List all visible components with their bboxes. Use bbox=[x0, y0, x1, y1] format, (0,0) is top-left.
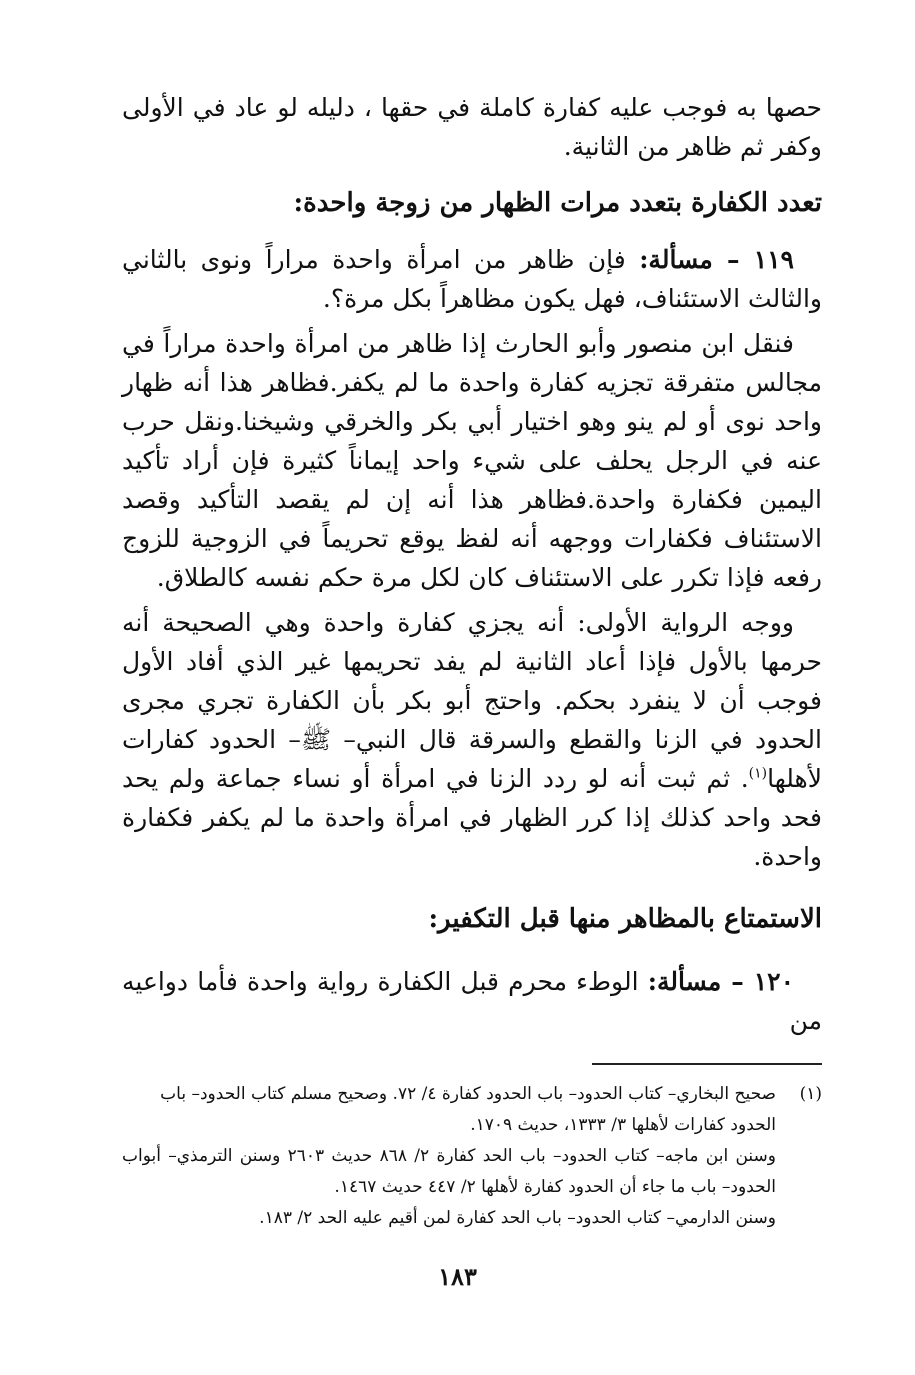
section-heading-kaffara-repetition: تعدد الكفارة بتعدد مرات الظهار من زوجة واحدة: bbox=[293, 188, 822, 218]
paragraph-first-narration-part1: ووجه الرواية الأولى: أنه يجزي كفارة واحدة وهي الصحيحة أنه حرمها بالأول فإذا أعاد الثانية لم يفد تحريمها غير الذي أفاد الأول فوجب أن لا ينفرد بحكم. واحتج أبو بكر بأن الكفارة تجري مجرى الحدود في الزنا والقطع والسرقة قال النبي– ﷺ– الحدود كفارات لأهلها bbox=[122, 608, 822, 793]
paragraph-first-narration bbox=[122, 603, 822, 876]
paragraph-continuation: حصها به فوجب عليه كفارة كاملة في حقها ، دليله لو عاد في الأولى وكفر ثم ظاهر من الثانية. bbox=[122, 93, 822, 161]
section-heading-enjoyment: الاستمتاع بالمظاهر منها قبل التكفير: bbox=[428, 904, 822, 934]
footnote-separator-wrap bbox=[122, 1040, 822, 1079]
paragraph-first-narration-part2: . ثم ثبت أنه لو ردد الزنا في امرأة أو نساء جماعة ولم يحد فحد واحد كذلك إذا كرر الظهار في امرأة واحدة ما لم يكفر فكفارة واحدة. bbox=[122, 764, 822, 871]
footnote-1-line1: صحيح البخاري– كتاب الحدود– باب الحدود كفارة ٤/ ٧٢. وصحيح مسلم كتاب الحدود– باب الحدود كفارات لأهلها ٣/ ١٣٣٣، حديث ١٧٠٩. bbox=[160, 1084, 776, 1135]
page-number: ١٨٣ bbox=[438, 1262, 477, 1291]
question-120-text: الوطء محرم قبل الكفارة رواية واحدة فأما دواعيه من bbox=[122, 967, 822, 1035]
footnote-1-line2: وسنن ابن ماجه– كتاب الحدود– باب الحد كفارة ٢/ ٨٦٨ حديث ٢٦٠٣ وسنن الترمذي– أبواب الحدود– باب ما جاء أن الحدود كفارة لأهلها ٢/ ٤٤٧ حديث ١٤٦٧. bbox=[122, 1146, 776, 1197]
paragraph-narrations: فنقل ابن منصور وأبو الحارث إذا ظاهر من امرأة واحدة مراراً في مجالس متفرقة تجزيه كفارة واحدة ما لم يكفر.فظاهر هذا أنه ظهار واحد نوى أو لم ينو وهو اختيار أبي بكر والخرقي وشيخنا.ونقل حرب عنه في الرجل يحلف على شيء واحد إيماناً كثيرة فإن أراد تأكيد اليمين فكفارة واحدة.فظاهر هذا أنه إن لم يقصد التأكيد وقصد الاستئناف فكفارات ووجهه أنه لفظ يوقع تحريماً في الزوجية للزوج رفعه فإذا تكرر على الاستئناف كان لكل مرة حكم نفسه كالطلاق. bbox=[122, 329, 822, 592]
footnote-separator-line bbox=[592, 1063, 822, 1065]
question-120 bbox=[122, 962, 822, 1040]
question-119 bbox=[122, 240, 822, 318]
footnote-1-number: (١) bbox=[799, 1084, 822, 1104]
footnote-1 bbox=[122, 1079, 822, 1141]
footnote-reference-mark: (١) bbox=[748, 765, 768, 782]
footnote-1-line3: وسنن الدارمي– كتاب الحدود– باب الحد كفارة لمن أقيم عليه الحد ٢/ ١٨٣. bbox=[259, 1208, 776, 1228]
question-119-number: ١١٩ – مسألة: bbox=[639, 245, 794, 274]
question-120-number: ١٢٠ – مسألة: bbox=[647, 967, 795, 996]
question-119-text: فإن ظاهر من امرأة واحدة مراراً ونوى بالثاني والثالث الاستئناف، فهل يكون مظاهراً بكل مرة؟. bbox=[122, 245, 822, 313]
footnotes-block bbox=[122, 1079, 822, 1234]
